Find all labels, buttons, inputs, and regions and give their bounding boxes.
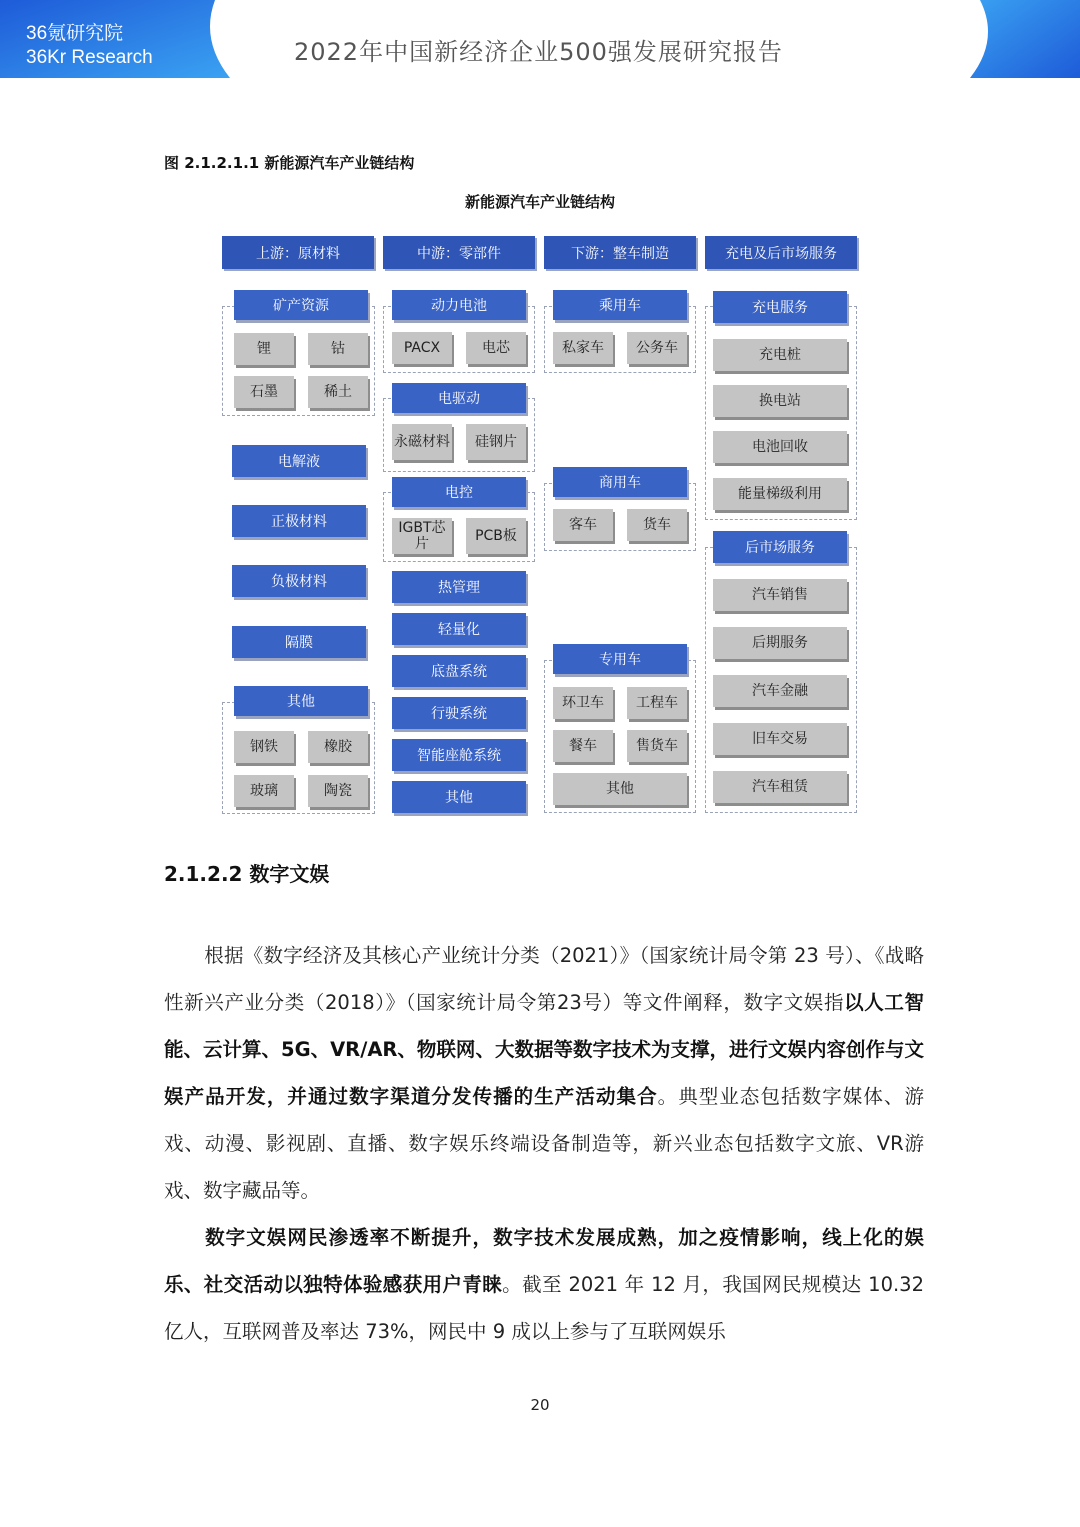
battery-item: 电芯 xyxy=(466,332,526,364)
commercial-item: 货车 xyxy=(627,509,687,541)
paragraph-1 xyxy=(164,932,924,1214)
p2-text-b: 。截至 2021 年 12 月，我国网民规模达 10.32 亿人，互联网普及率达 73%，网民中 9 成以上参与了互联网娱乐 xyxy=(164,1273,924,1343)
after-market-item: 后期服务 xyxy=(713,627,847,659)
upstream-other-title: 其他 xyxy=(234,686,368,716)
midstream-item: 智能座舱系统 xyxy=(392,739,526,771)
upstream-other-item: 钢铁 xyxy=(234,731,294,763)
upstream-item: 电解液 xyxy=(232,445,366,477)
upstream-item: 隔膜 xyxy=(232,626,366,658)
special-item: 环卫车 xyxy=(553,687,613,719)
commercial-item: 客车 xyxy=(553,509,613,541)
control-title: 电控 xyxy=(392,477,526,507)
paragraph-2 xyxy=(164,1214,924,1355)
mineral-item: 钴 xyxy=(308,333,368,365)
p2-text-bold: 数字文娱网民渗透率不断提升，数字技术发展成熟，加之疫情影响，线上化的娱乐、社交活动以独特体验感获用户青睐 xyxy=(164,1226,924,1296)
passenger-item: 公务车 xyxy=(627,332,687,364)
commercial-title: 商用车 xyxy=(553,467,687,497)
drive-item: 永磁材料 xyxy=(392,424,452,460)
p1-text-bold: 以人工智能、云计算、5G、VR/AR、物联网、大数据等数字技术为支撑，进行文娱内容创作与文娱产品开发，并通过数字渠道分发传播的生产活动集合 xyxy=(164,991,924,1108)
logo-cn: 36氪研究院 xyxy=(26,23,124,44)
charging-item: 换电站 xyxy=(713,385,847,417)
logo xyxy=(26,22,153,70)
midstream-item: 其他 xyxy=(392,781,526,813)
column-header-midstream: 中游：零部件 xyxy=(383,236,535,269)
after-market-item: 汽车销售 xyxy=(713,579,847,611)
midstream-item: 热管理 xyxy=(392,571,526,603)
after-market-item: 旧车交易 xyxy=(713,723,847,755)
upstream-item: 正极材料 xyxy=(232,505,366,537)
charging-item: 能量梯级利用 xyxy=(713,478,847,510)
mineral-title: 矿产资源 xyxy=(234,290,368,320)
column-header-upstream: 上游：原材料 xyxy=(222,236,374,269)
drive-title: 电驱动 xyxy=(392,383,526,413)
special-item: 售货车 xyxy=(627,730,687,762)
charging-title: 充电服务 xyxy=(713,291,847,323)
special-item: 工程车 xyxy=(627,687,687,719)
p1-text-c: 。典型业态包括数字媒体、游戏、动漫、影视剧、直播、数字娱乐终端设备制造等，新兴业态包括数字文旅、VR游戏、数字藏品等。 xyxy=(164,1085,924,1202)
midstream-item: 底盘系统 xyxy=(392,655,526,687)
after-market-item: 汽车租赁 xyxy=(713,771,847,803)
mineral-item: 稀土 xyxy=(308,376,368,408)
midstream-item: 行驶系统 xyxy=(392,697,526,729)
mineral-item: 锂 xyxy=(234,333,294,365)
passenger-title: 乘用车 xyxy=(553,290,687,320)
page-header xyxy=(0,0,1080,80)
p1-text-a: 根据《数字经济及其核心产业统计分类（2021）》（国家统计局令第 23 号）、《战略性新兴产业分类（2018）》（国家统计局令第23号）等文件阐释，数字文娱指 xyxy=(164,944,924,1014)
special-title: 专用车 xyxy=(553,644,687,674)
upstream-other-item: 玻璃 xyxy=(234,775,294,807)
battery-title: 动力电池 xyxy=(392,290,526,320)
control-item: PCB板 xyxy=(466,518,526,554)
passenger-item: 私家车 xyxy=(553,332,613,364)
figure-caption: 图 2.1.2.1.1 新能源汽车产业链结构 xyxy=(164,154,415,172)
upstream-other-item: 橡胶 xyxy=(308,731,368,763)
after-market-title: 后市场服务 xyxy=(713,531,847,563)
charging-item: 充电桩 xyxy=(713,339,847,371)
special-item: 餐车 xyxy=(553,730,613,762)
logo-en: 36Kr Research xyxy=(26,47,153,68)
page-number: 20 xyxy=(530,1396,550,1414)
upstream-other-item: 陶瓷 xyxy=(308,775,368,807)
upstream-item: 负极材料 xyxy=(232,565,366,597)
drive-item: 硅钢片 xyxy=(466,424,526,460)
charging-item: 电池回收 xyxy=(713,431,847,463)
mineral-item: 石墨 xyxy=(234,376,294,408)
midstream-item: 轻量化 xyxy=(392,613,526,645)
report-title: 2022年中国新经济企业500强发展研究报告 xyxy=(294,38,783,66)
corner-decoration xyxy=(970,0,1080,78)
control-item: IGBT芯片 xyxy=(392,518,452,554)
battery-item: PACX xyxy=(392,332,452,364)
diagram-title: 新能源汽车产业链结构 xyxy=(464,193,615,211)
column-header-service: 充电及后市场服务 xyxy=(705,236,857,269)
after-market-item: 汽车金融 xyxy=(713,675,847,707)
section-title: 2.1.2.2 数字文娱 xyxy=(164,862,330,886)
column-header-downstream: 下游：整车制造 xyxy=(544,236,696,269)
special-item: 其他 xyxy=(553,773,687,805)
